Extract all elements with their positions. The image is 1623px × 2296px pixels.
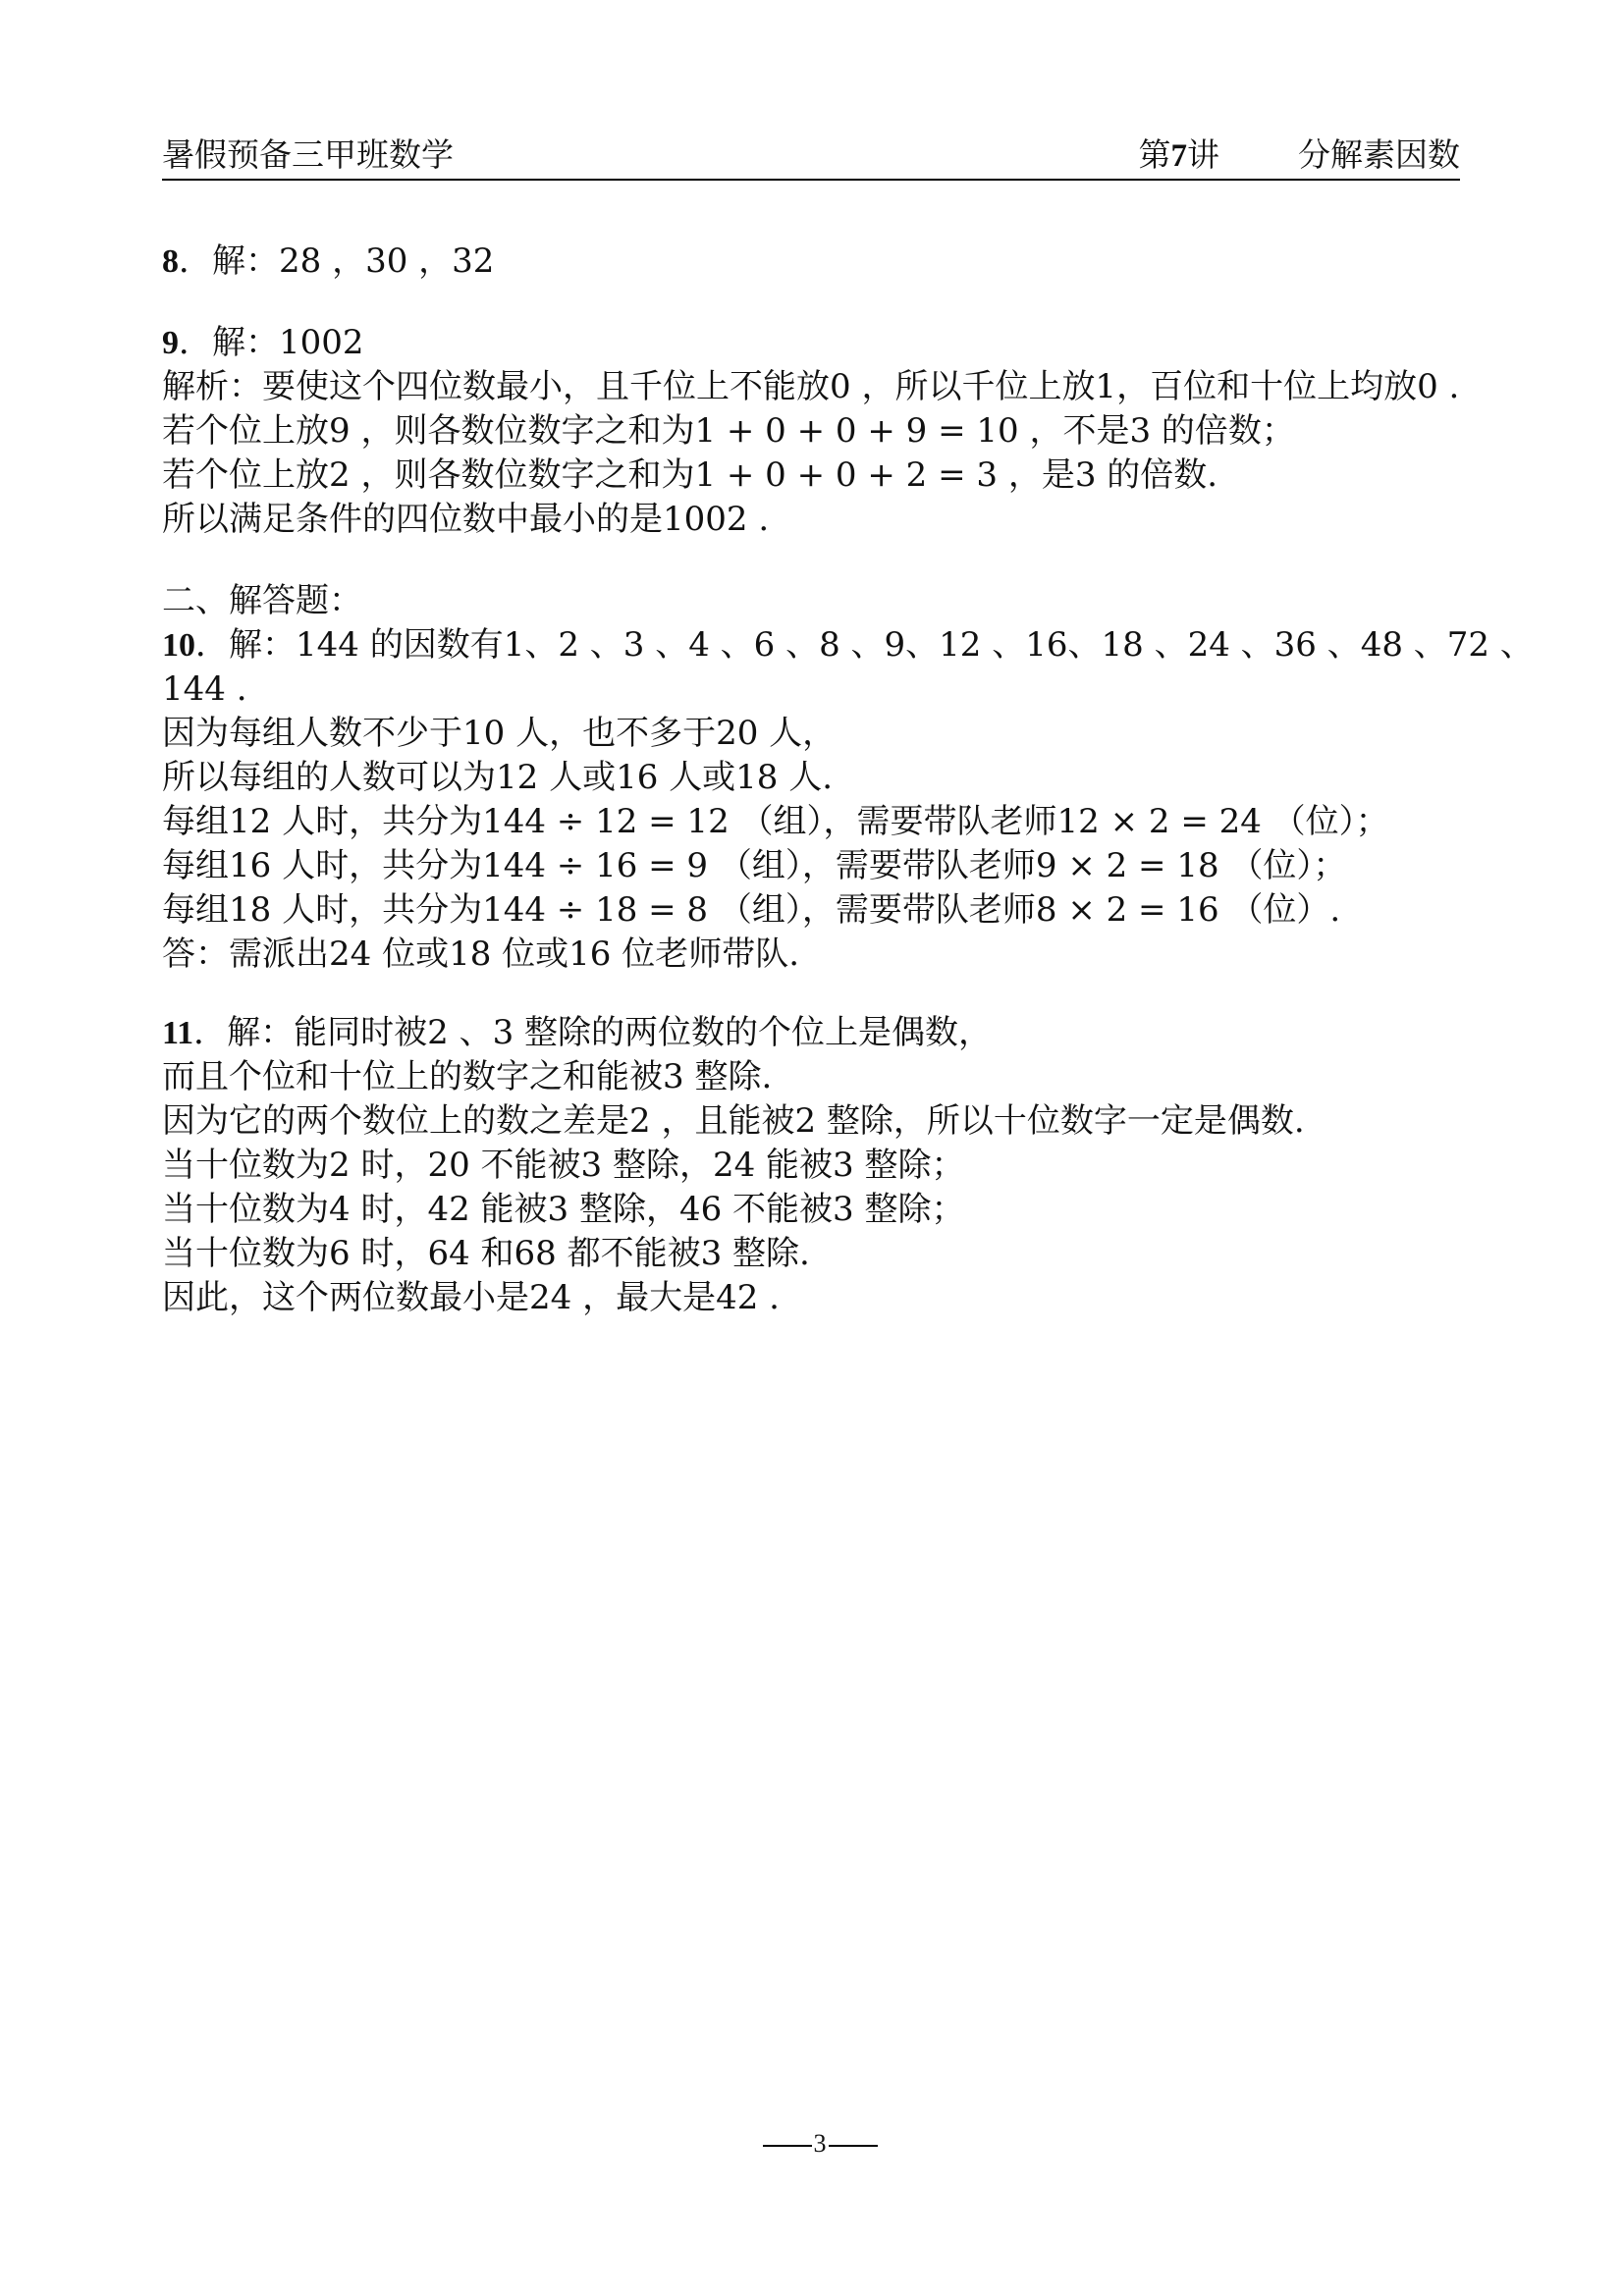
q9-line: 所以满足条件的四位数中最小的是1002 . <box>162 500 770 539</box>
q9-value: 1002 <box>279 323 364 362</box>
q10-line: 144 . <box>162 669 247 709</box>
q9-line: 解析：要使这个四位数最小，且千位上不能放0 ，所以千位上放1，百位和十位上均放0 . <box>162 367 1460 406</box>
spacer <box>162 284 1478 321</box>
lecture-label <box>1139 135 1220 174</box>
q10-line: 因为每组人数不少于10 人，也不多于20 人， <box>162 714 837 753</box>
q10-line: 每组16 人时，共分为144 ÷ 16 = 9 （组），需要带队老师9 × 2 = 18 （位）； <box>162 846 1347 885</box>
answer-content <box>162 240 1534 1320</box>
q9-prefix: ．解： <box>179 323 279 362</box>
lecture-number: 7 <box>1170 138 1187 174</box>
q10-number: 10 <box>162 627 195 664</box>
q11-line: 而且个位和十位上的数字之和能被3 整除. <box>162 1057 773 1096</box>
lecture-prefix: 第 <box>1138 135 1171 174</box>
q10-line: 每组18 人时，共分为144 ÷ 18 = 8 （组），需要带队老师8 × 2 = 16 （位）. <box>162 890 1341 930</box>
lecture-info <box>1139 135 1461 176</box>
q11-line: 因为它的两个数位上的数之差是2 ，且能被2 整除，所以十位数字一定是偶数. <box>162 1101 1305 1141</box>
footer-dash-right <box>829 2145 878 2147</box>
q9-line: 若个位上放9 ，则各数位数字之和为1 + 0 + 0 + 9 = 10 ，不是3 的倍数； <box>162 411 1295 451</box>
q9-answer <box>162 321 1478 365</box>
q8-text: 28 ，30 ，32 <box>279 241 495 281</box>
q11-number: 11 <box>162 1015 194 1051</box>
q11-first-line: 能同时被2 、3 整除的两位数的个位上是偶数， <box>294 1013 993 1052</box>
page-header <box>162 135 1460 181</box>
page-number: 3 <box>813 2129 827 2158</box>
q11-line: 当十位数为4 时，42 能被3 整除，46 不能被3 整除； <box>162 1190 965 1229</box>
q10-line: 每组12 人时，共分为144 ÷ 12 = 12 （组），需要带队老师12 × 2 = 24 （位）； <box>162 802 1389 841</box>
spacer <box>162 977 1478 1011</box>
q8-number: 8 <box>162 243 179 280</box>
q10-first-line: 144 的因数有1、2 、3 、4 、6 、8 、9、12 、16、18 、24 、36 、48 、72 、 <box>296 625 1534 665</box>
q8-answer <box>162 240 1478 284</box>
spacer <box>162 542 1478 579</box>
q11-answer <box>162 1011 1478 1055</box>
section-heading: 二、解答题： <box>162 581 362 620</box>
course-title: 暑假预备三甲班数学 <box>162 135 454 174</box>
page-footer <box>741 2124 898 2163</box>
lecture-suffix: 讲 <box>1187 135 1219 174</box>
q11-line: 当十位数为6 时，64 和68 都不能被3 整除. <box>162 1234 810 1273</box>
q8-prefix: ．解： <box>179 241 279 281</box>
q10-line: 答：需派出24 位或18 位或16 位老师带队. <box>162 934 800 974</box>
q10-prefix: ．解： <box>195 625 296 665</box>
q11-line: 当十位数为2 时，20 不能被3 整除，24 能被3 整除； <box>162 1146 965 1185</box>
q10-line: 所以每组的人数可以为12 人或16 人或18 人. <box>162 758 834 797</box>
q10-answer <box>162 623 1534 667</box>
q11-line: 因此，这个两位数最小是24 ，最大是42 . <box>162 1278 780 1317</box>
q11-prefix: ．解： <box>193 1013 295 1052</box>
q9-line: 若个位上放2 ，则各数位数字之和为1 + 0 + 0 + 2 = 3 ，是3 的倍数. <box>162 455 1218 495</box>
q9-number: 9 <box>162 325 179 361</box>
lecture-topic: 分解素因数 <box>1298 135 1460 174</box>
footer-dash-left <box>763 2145 812 2147</box>
